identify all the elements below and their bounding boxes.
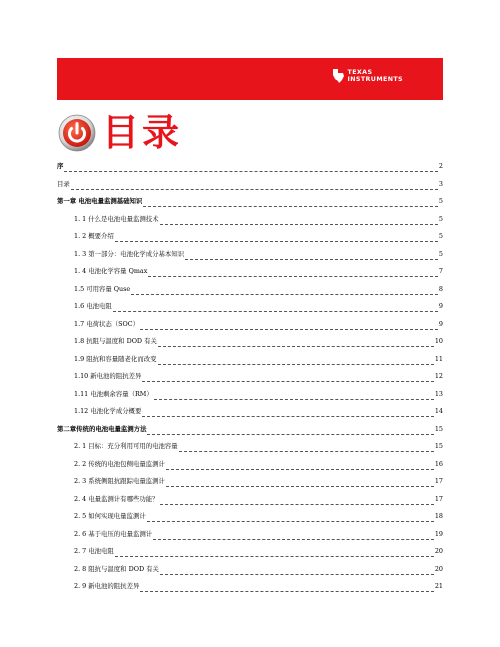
toc-entry-label: 2. 7 电池电阻	[74, 547, 114, 555]
toc-entry-label: 2. 2 传统的电池包侧电量监测计	[74, 459, 165, 468]
toc-entry-label: 1.9 阻抗和容量随老化而改变	[74, 354, 157, 363]
toc-entry-label: 2. 1 目标：充分利用可用的电池容量	[74, 442, 178, 450]
toc-dot-leader	[143, 205, 438, 207]
toc-entry-page: 19	[434, 529, 443, 538]
toc-dot-leader	[71, 188, 438, 190]
toc-dot-leader	[147, 433, 433, 435]
toc-entry[interactable]	[57, 494, 443, 512]
toc-entry[interactable]	[57, 301, 443, 319]
toc-entry-label: 1.10 新电池的阻抗差异	[74, 372, 142, 380]
toc-dot-leader	[160, 223, 438, 225]
toc-entry-label: 1. 2 概要介绍	[74, 232, 114, 240]
toc-entry[interactable]	[57, 459, 443, 477]
toc-entry-page: 20	[434, 547, 443, 555]
toc-entry[interactable]	[57, 389, 443, 407]
toc-entry[interactable]	[57, 319, 443, 337]
toc-entry-page: 13	[434, 389, 443, 398]
toc-entry[interactable]	[57, 336, 443, 354]
toc-dot-leader	[166, 485, 434, 487]
toc-dot-leader	[131, 293, 438, 295]
toc-entry-label: 1.5 可用容量 Quse	[74, 284, 131, 293]
page-title: 目录	[102, 111, 182, 154]
toc-dot-leader	[160, 503, 434, 505]
toc-entry-page: 15	[434, 424, 443, 433]
toc-entry[interactable]	[57, 266, 443, 284]
toc-dot-leader	[115, 555, 434, 557]
toc-dot-leader	[160, 573, 434, 575]
toc-entry-page: 2	[438, 162, 443, 170]
toc-dot-leader	[142, 415, 433, 417]
toc-entry-label: 2. 6 基于电压的电量监测计	[74, 529, 153, 538]
toc-dot-leader	[147, 520, 434, 522]
toc-entry-page: 9	[438, 302, 443, 310]
toc-entry-page: 5	[438, 214, 443, 223]
toc-entry-page: 7	[438, 267, 443, 275]
toc-entry-label: 序	[57, 162, 64, 170]
toc-entry-page: 5	[438, 249, 443, 258]
page-title-area	[58, 112, 182, 154]
toc-entry-label: 2. 8 阻抗与温度和 DOD 有关	[74, 564, 159, 573]
toc-entry[interactable]	[57, 161, 443, 179]
toc-entry-label: 1.12 电池化学成分概要	[74, 407, 142, 415]
toc-entry[interactable]	[57, 476, 443, 494]
toc-dot-leader	[64, 170, 438, 172]
toc-entry-page: 17	[434, 477, 443, 485]
toc-entry-page: 12	[434, 372, 443, 380]
toc-entry[interactable]	[57, 424, 443, 442]
toc-entry[interactable]	[57, 546, 443, 564]
toc-dot-leader	[148, 275, 438, 277]
header-banner	[57, 58, 443, 100]
toc-entry-label: 1. 1 什么是电池电量监测技术	[74, 214, 159, 223]
toc-entry[interactable]	[57, 179, 443, 197]
toc-dot-leader	[166, 468, 434, 470]
toc-entry-page: 5	[438, 197, 443, 205]
toc-entry[interactable]	[57, 249, 443, 267]
toc-entry-page: 20	[434, 564, 443, 573]
toc-entry[interactable]	[57, 441, 443, 459]
power-icon	[58, 114, 96, 152]
toc-dot-leader	[115, 240, 438, 242]
toc-dot-leader	[113, 310, 438, 312]
ti-logo	[331, 68, 403, 84]
toc-entry-label: 第二章传统的电池电量监测方法	[57, 424, 147, 433]
toc-entry[interactable]	[57, 371, 443, 389]
toc-entry-label: 目录	[57, 179, 70, 188]
toc-entry-page: 17	[434, 494, 443, 503]
toc-dot-leader	[140, 328, 438, 330]
toc-entry-page: 18	[434, 512, 443, 520]
toc-entry-page: 21	[434, 582, 443, 590]
toc-dot-leader	[153, 538, 434, 540]
toc-entry[interactable]	[57, 406, 443, 424]
toc-entry-page: 15	[434, 442, 443, 450]
toc-entry-page: 11	[434, 354, 443, 363]
brand-line1: TEXAS	[347, 69, 373, 76]
toc-entry[interactable]	[57, 564, 443, 582]
toc-entry-page: 3	[438, 179, 443, 188]
toc-entry-label: 2. 4 电量监测计有哪些功能？	[74, 494, 159, 503]
toc-entry-page: 14	[434, 407, 443, 415]
toc-entry-page: 5	[438, 232, 443, 240]
toc-entry-label: 2. 9 新电池的阻抗差异	[74, 582, 140, 590]
toc-entry[interactable]	[57, 581, 443, 599]
toc-entry-page: 9	[438, 319, 443, 328]
toc-entry-label: 第一章 电池电量监测基础知识	[57, 197, 143, 205]
toc-entry-label: 1. 3 第一部分：电池化学成分基本知识	[74, 249, 185, 258]
toc-entry-label: 1. 4 电池化学容量 Qmax	[74, 267, 148, 275]
table-of-contents	[57, 161, 443, 599]
toc-entry[interactable]	[57, 354, 443, 372]
brand-line2: INSTRUMENTS	[347, 76, 403, 83]
toc-entry[interactable]	[57, 231, 443, 249]
toc-entry[interactable]	[57, 284, 443, 302]
toc-dot-leader	[154, 398, 434, 400]
toc-entry[interactable]	[57, 529, 443, 547]
texas-state-icon	[331, 68, 345, 84]
toc-entry-page: 8	[438, 284, 443, 293]
toc-dot-leader	[179, 450, 434, 452]
toc-dot-leader	[158, 363, 434, 365]
toc-entry-label: 1.6 电池电阻	[74, 302, 112, 310]
toc-entry-label: 1.7 电荷状态（SOC）	[74, 319, 140, 328]
toc-entry-page: 16	[434, 459, 443, 468]
toc-dot-leader	[185, 258, 438, 260]
toc-entry-label: 1.8 抗阻与温度和 DOD 有关	[74, 337, 157, 345]
toc-entry-label: 2. 3 系统侧阻抗跟踪电量监测计	[74, 477, 165, 485]
toc-entry[interactable]	[57, 196, 443, 214]
toc-dot-leader	[140, 590, 434, 592]
toc-entry[interactable]	[57, 214, 443, 232]
toc-dot-leader	[142, 380, 433, 382]
toc-entry-page: 10	[434, 337, 443, 345]
toc-entry-label: 1.11 电池剩余容量（RM）	[74, 389, 153, 398]
toc-dot-leader	[158, 345, 434, 347]
toc-entry[interactable]	[57, 511, 443, 529]
toc-entry-label: 2. 5 如何实现电量监测计	[74, 512, 146, 520]
